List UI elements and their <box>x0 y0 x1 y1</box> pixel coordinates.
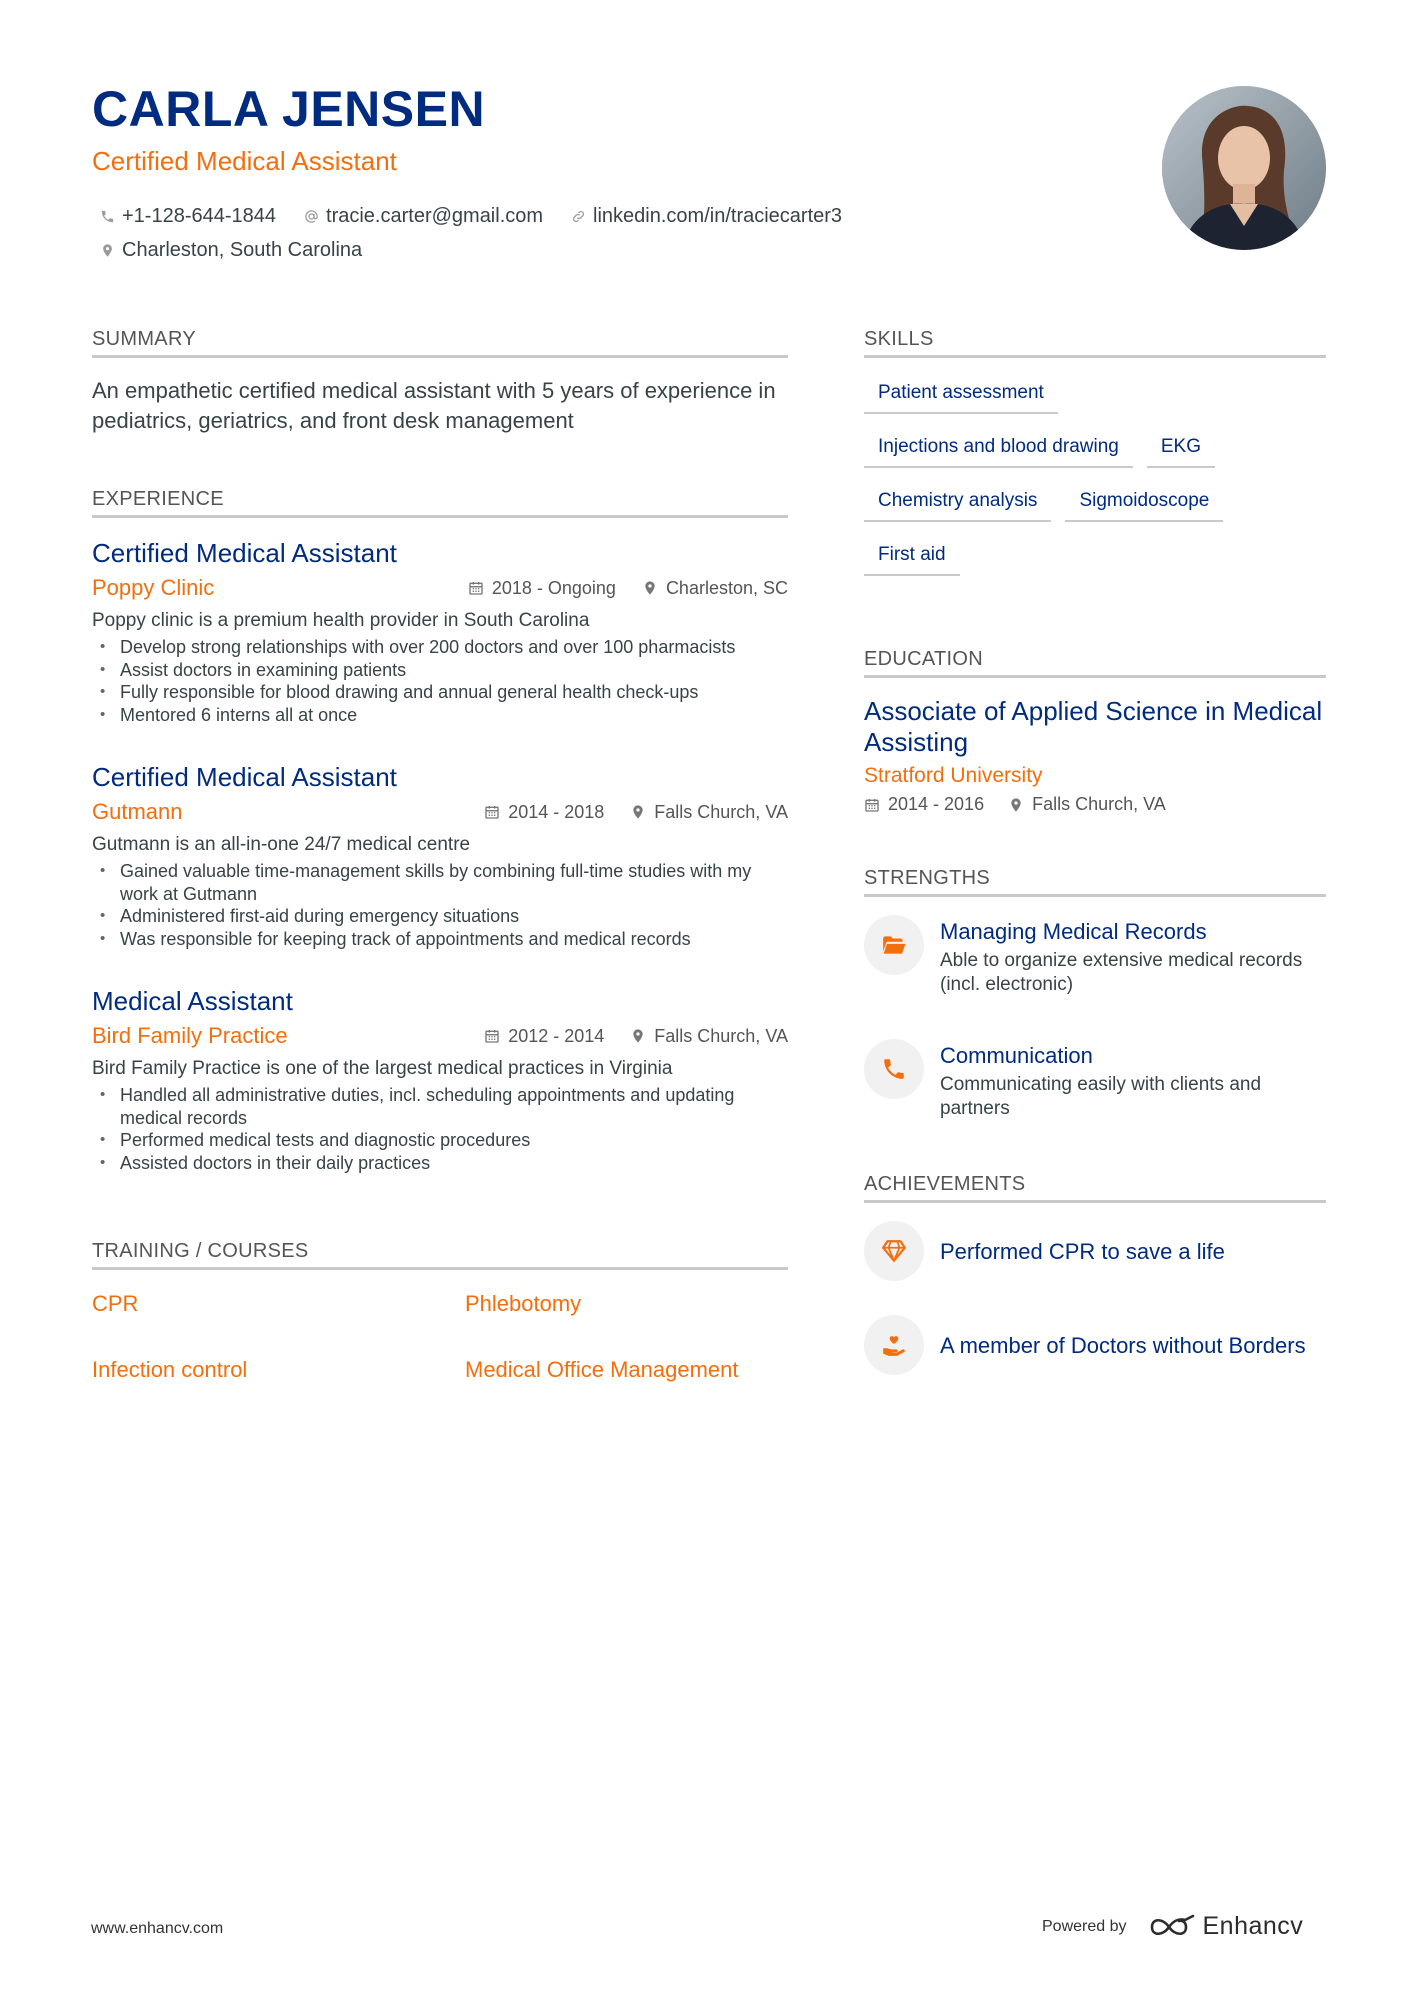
job-title: Certified Medical Assistant <box>92 538 397 568</box>
skill-tag: Injections and blood drawing <box>864 430 1133 468</box>
location-pin-icon <box>100 243 115 258</box>
job-dates: 2012 - 2014 <box>508 1025 605 1046</box>
strength-item <box>864 915 1326 997</box>
experience-item <box>92 536 788 726</box>
achievements-heading: ACHIEVEMENTS <box>864 1173 1326 1203</box>
experience-item <box>92 760 788 950</box>
phone-icon <box>881 1056 907 1082</box>
location-pin-icon <box>630 1028 646 1044</box>
location-pin-icon <box>642 580 658 596</box>
phone-text: +1-128-644-1844 <box>122 204 277 227</box>
achievement-item <box>864 1315 1326 1375</box>
profile-photo <box>1162 86 1326 250</box>
calendar-icon <box>864 797 880 813</box>
contact-linkedin[interactable] <box>571 205 842 228</box>
calendar-icon <box>484 1028 500 1044</box>
calendar-icon <box>484 804 500 820</box>
skill-tag: Sigmoidoscope <box>1065 484 1223 522</box>
job-bullets <box>92 1084 788 1174</box>
strength-desc: Able to organize extensive medical records (incl. electronic) <box>940 950 1303 995</box>
company-description: Gutmann is an all-in-one 24/7 medical centre <box>92 834 471 855</box>
job-location: Charleston, SC <box>665 577 788 598</box>
education-item <box>864 696 1326 815</box>
bullet-item: • Administered first-aid during emergency situations <box>92 905 788 928</box>
skill-tag: Chemistry analysis <box>864 484 1051 522</box>
candidate-title: Certified Medical Assistant <box>92 146 397 176</box>
company-name: Gutmann <box>92 799 183 824</box>
bullet-item: • Assist doctors in examining patients <box>92 659 788 682</box>
skill-tag: EKG <box>1147 430 1215 468</box>
achievement-title: A member of Doctors without Borders <box>940 1332 1306 1358</box>
footer-brand <box>1042 1912 1303 1941</box>
location-text: Charleston, South Carolina <box>122 238 363 261</box>
job-bullets <box>92 636 788 726</box>
course-item: Phlebotomy <box>465 1291 582 1316</box>
candidate-name: CARLA JENSEN <box>92 81 486 137</box>
bullet-item: • Gained valuable time-management skills by combining full-time studies with my work at Gutmann <box>92 860 788 905</box>
phone-icon <box>100 209 115 224</box>
brand-logo[interactable] <box>1149 1912 1304 1941</box>
footer-url[interactable]: www.enhancv.com <box>91 1920 224 1937</box>
linkedin-text: linkedin.com/in/traciecarter3 <box>593 204 843 227</box>
course-item: CPR <box>92 1291 139 1316</box>
company-name: Bird Family Practice <box>92 1023 288 1048</box>
contact-info <box>100 199 960 267</box>
strength-title: Communication <box>940 1043 1093 1068</box>
experience-heading: EXPERIENCE <box>92 488 788 518</box>
job-location: Falls Church, VA <box>654 1025 788 1046</box>
bullet-item: • Fully responsible for blood drawing and annual general health check-ups <box>92 681 788 704</box>
education-location: Falls Church, VA <box>1032 794 1166 814</box>
degree: Associate of Applied Science in Medical Assisting <box>864 696 1323 757</box>
company-name: Poppy Clinic <box>92 575 215 600</box>
achievement-item <box>864 1221 1326 1281</box>
summary-text: An empathetic certified medical assistant with 5 years of experience in pediatrics, geriatrics, and front desk management <box>92 378 776 433</box>
bullet-item: • Assisted doctors in their daily practices <box>92 1152 788 1175</box>
achievement-title: Performed CPR to save a life <box>940 1238 1225 1264</box>
folder-open-icon <box>881 932 907 958</box>
link-icon <box>571 209 586 224</box>
strengths-heading: STRENGTHS <box>864 867 1326 897</box>
job-title: Certified Medical Assistant <box>92 762 397 792</box>
job-dates: 2014 - 2018 <box>508 801 605 822</box>
enhancv-logo-icon <box>1149 1914 1195 1940</box>
contact-phone[interactable] <box>100 205 276 228</box>
at-icon <box>304 209 319 224</box>
location-pin-icon <box>630 804 646 820</box>
brand-name: Enhancv <box>1202 1912 1304 1940</box>
job-bullets <box>92 860 788 950</box>
job-location: Falls Church, VA <box>654 801 788 822</box>
skill-tag: Patient assessment <box>864 376 1058 414</box>
contact-location <box>100 239 362 262</box>
left-column <box>92 328 788 1386</box>
bullet-item: • Mentored 6 interns all at once <box>92 704 788 727</box>
diamond-icon <box>881 1238 907 1264</box>
contact-email[interactable] <box>304 205 543 228</box>
hand-heart-icon <box>881 1332 907 1358</box>
course-list <box>92 1288 788 1386</box>
company-description: Poppy clinic is a premium health provider in South Carolina <box>92 610 590 631</box>
bullet-item: • Was responsible for keeping track of appointments and medical records <box>92 928 788 951</box>
education-dates: 2014 - 2016 <box>888 794 985 814</box>
skill-list <box>864 376 1326 576</box>
bullet-item: • Develop strong relationships with over 200 doctors and over 100 pharmacists <box>92 636 788 659</box>
experience-item <box>92 984 788 1174</box>
bullet-item: • Performed medical tests and diagnostic procedures <box>92 1129 788 1152</box>
company-description: Bird Family Practice is one of the largest medical practices in Virginia <box>92 1058 673 1079</box>
school-name: Stratford University <box>864 764 1043 787</box>
email-text: tracie.carter@gmail.com <box>326 204 544 227</box>
course-item: Medical Office Management <box>465 1357 739 1382</box>
strength-desc: Communicating easily with clients and partners <box>940 1074 1262 1119</box>
skill-tag: First aid <box>864 538 960 576</box>
summary-heading: SUMMARY <box>92 328 788 358</box>
location-pin-icon <box>1008 797 1024 813</box>
course-item: Infection control <box>92 1357 248 1382</box>
skills-heading: SKILLS <box>864 328 1326 358</box>
strength-item <box>864 1039 1326 1121</box>
job-title: Medical Assistant <box>92 986 293 1016</box>
strength-title: Managing Medical Records <box>940 919 1207 944</box>
right-column <box>864 328 1326 1401</box>
job-dates: 2018 - Ongoing <box>491 577 616 598</box>
education-heading: EDUCATION <box>864 648 1326 678</box>
calendar-icon <box>468 580 484 596</box>
avatar <box>1162 86 1326 250</box>
training-heading: TRAINING / COURSES <box>92 1240 788 1270</box>
bullet-item: • Handled all administrative duties, incl. scheduling appointments and updating medical records <box>92 1084 788 1129</box>
powered-by-label: Powered by <box>1042 1917 1127 1935</box>
